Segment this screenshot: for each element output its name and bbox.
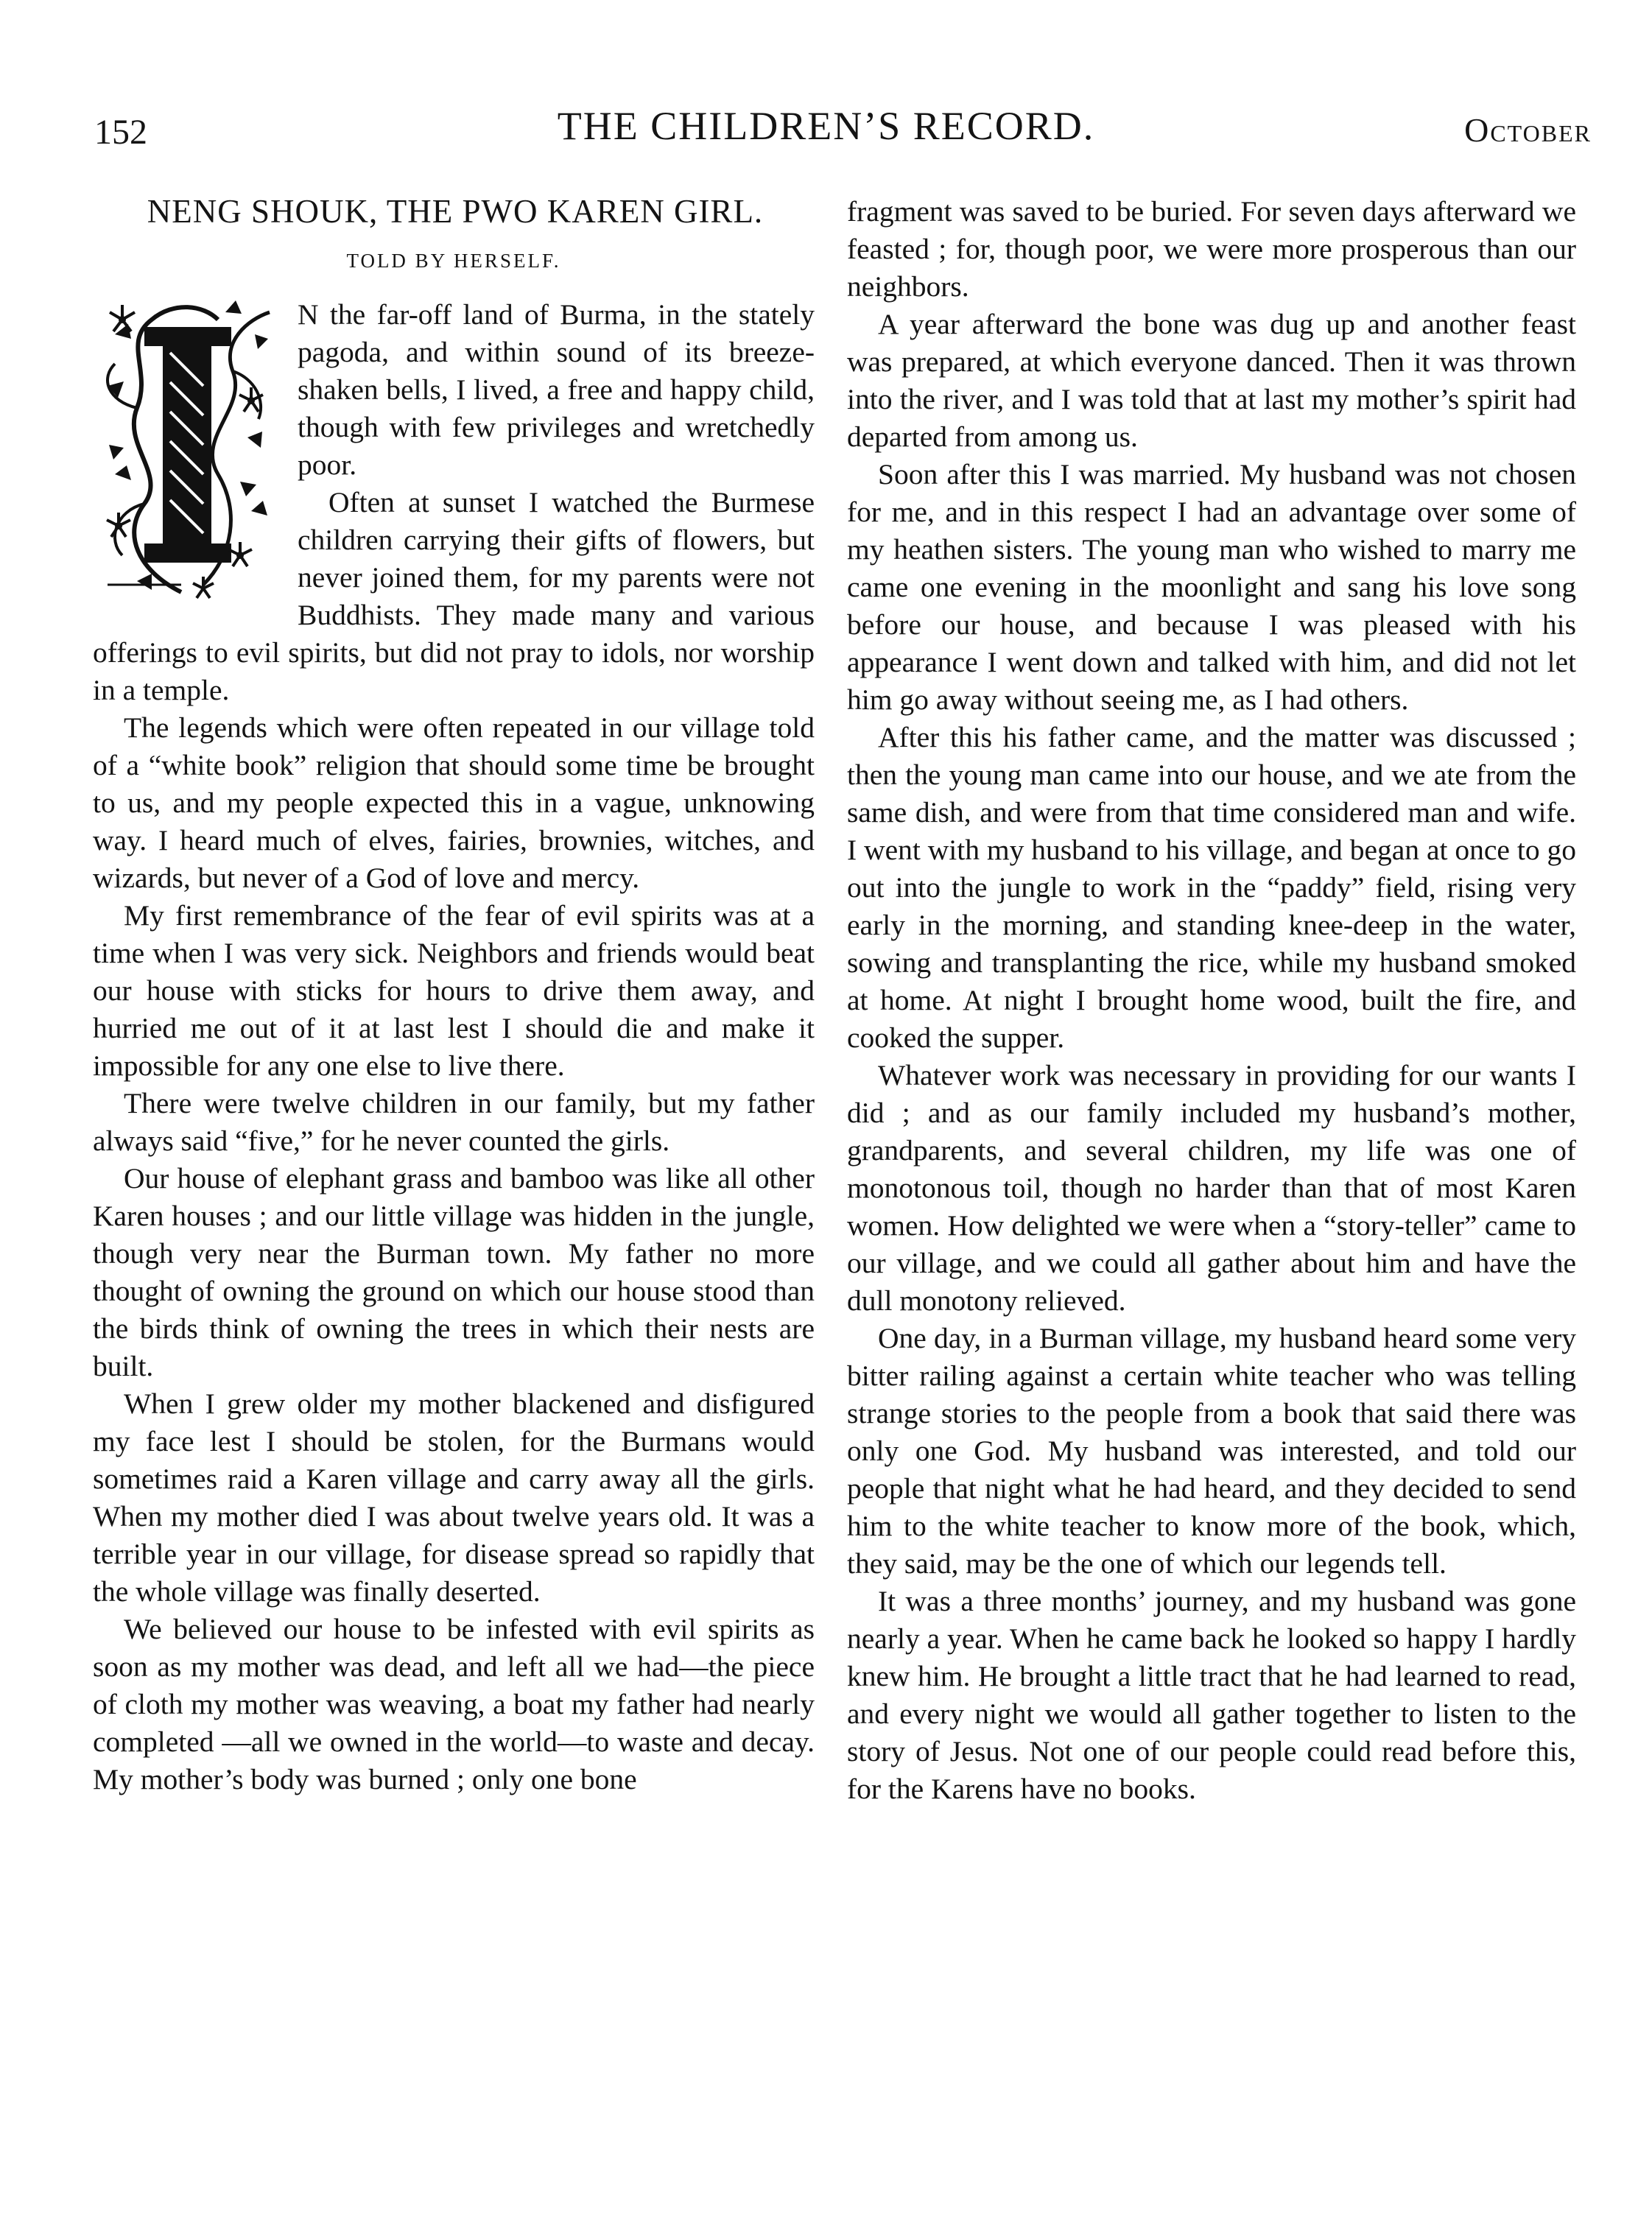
- paragraph-7: When I grew older my mother blackened and disfigured my face lest I should be stolen, for the Burmans would sometimes raid a Karen village and carry away all the girls. When my mother died I was about twelve years old. It was a terrible year in our village, for disease spread so rapidly that the whole village was finally deserted.: [93, 1387, 815, 1608]
- right-column: [847, 193, 1576, 1808]
- running-head: [0, 103, 1652, 162]
- paragraph-8: We believed our house to be infested with evil spirits as soon as my mother was dead, and left all we had—the piece of cloth my mother was weaving, a boat my father had nearly completed —all we owned in the world—to waste and decay. My mother’s body was burned ; only one bone: [93, 1613, 815, 1795]
- paragraph-8-continued: fragment was saved to be buried. For seven days afterward we feasted ; for, though poor, we were more prosperous than our neighbors.: [847, 195, 1576, 303]
- paragraph-1: N the far-off land of Burma, in the stately pagoda, and within sound of its breeze-shaken bells, I lived, a free and happy child, though with few privileges and wretchedly poor.: [298, 298, 815, 481]
- paragraph-11: After this his father came, and the matter was discussed ; then the young man came into our house, and we ate from the same dish, and were from that time considered man and wife. I went with my husband to his village, and began at once to go out into the jungle to work in the “paddy” field, rising very early in the morning, and standing knee-deep in the water, sowing and transplanting the rice, while my husband smoked at home. At night I brought home wood, built the fire, and cooked the supper.: [847, 721, 1576, 1054]
- paragraph-3: The legends which were often repeated in our village told of a “white book” religion that should some time be brought to us, and my people expected this in a vague, unknowing way. I heard much of elves, fairies, brownies, witches, and wizards, but never of a God of love and mercy.: [93, 711, 815, 894]
- paragraph-9: A year afterward the bone was dug up and another feast was prepared, at which everyone danced. Then it was thrown into the river, and I was told that at last my mother’s spirit had departed from among us.: [847, 308, 1576, 453]
- paragraph-2: Often at sunset I watched the Burmese children carrying their gifts of flowers, but never joined them, for my parents were not Buddhists. They made many and various offerings to evil spirits, but did not pray to idols, nor worship in a temple.: [93, 486, 815, 706]
- paragraph-13: One day, in a Burman village, my husband heard some very bitter railing against a certain white teacher who was telling strange stories to the people from a book that said there was only one God. My husband was interested, and told our people that night what he had heard, and they decided to send him to the white teacher to know more of the book, which, they said, may be the one of which our legends tell.: [847, 1322, 1576, 1580]
- paragraph-10: Soon after this I was married. My husband was not chosen for me, and in this respect I had an advantage over some of my heathen sisters. The young man who wished to marry me came one evening in the moonlight and sang his love song before our house, and because I was pleased with his appearance I went down and talked with him, and did not let him go away without seeing me, as I had others.: [847, 458, 1576, 716]
- article-title: NENG SHOUK, THE PWO KAREN GIRL.: [147, 193, 764, 230]
- journal-title: THE CHILDREN’S RECORD.: [557, 104, 1095, 148]
- article-byline: TOLD BY HERSELF.: [346, 250, 561, 272]
- paragraph-14: It was a three months’ journey, and my husband was gone nearly a year. When he came back he looked so happy I hardly knew him. He brought a little tract that he had learned to read, and every night we would all gather together to listen to the story of Jesus. Not one of our people could read before this, for the Karens have no books.: [847, 1585, 1576, 1805]
- ornamental-initial-icon: [93, 290, 278, 599]
- left-column: [93, 193, 815, 1798]
- paragraph-4: My first remembrance of the fear of evil spirits was at a time when I was very sick. Neighbors and friends would beat our house with sticks for hours to drive them away, and hurried me out of it at last lest I should die and make it impossible for any one else to live there.: [93, 899, 815, 1082]
- paragraph-5: There were twelve children in our family, but my father always said “five,” for he never counted the girls.: [93, 1087, 815, 1157]
- page-number: 152: [94, 113, 147, 152]
- issue-month: October: [1464, 111, 1592, 149]
- paragraph-6: Our house of elephant grass and bamboo was like all other Karen houses ; and our little village was hidden in the jungle, though very near the Burman town. My father no more thought of owning the ground on which our house stood than the birds think of owning the trees in which their nests are built.: [93, 1162, 815, 1382]
- paragraph-12: Whatever work was necessary in providing for our wants I did ; and as our family included my husband’s mother, grandparents, and several children, my life was one of monotonous toil, though no harder than that of most Karen women. How delighted we were when a “story-teller” came to our village, and we could all gather about him and have the dull monotony relieved.: [847, 1059, 1576, 1317]
